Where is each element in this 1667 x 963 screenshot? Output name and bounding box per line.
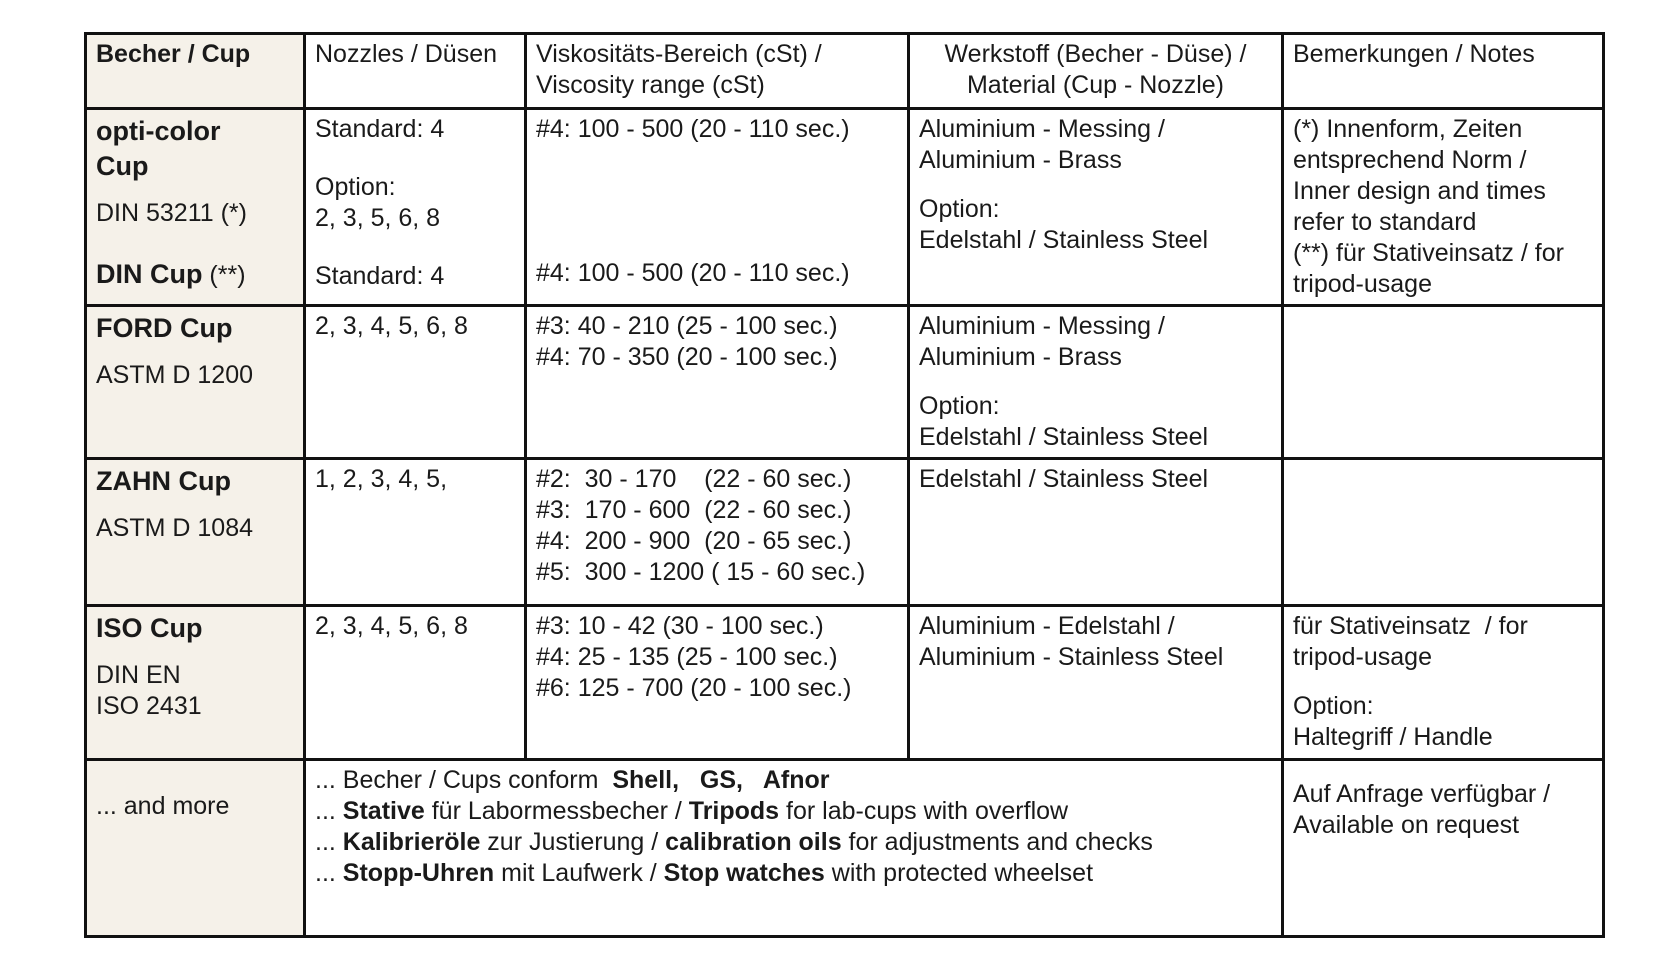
nozzles-cell: Standard: 4 Option: 2, 3, 5, 6, 8 Standard: 4 [305, 109, 526, 306]
cup-name: ISO Cup [96, 613, 203, 643]
row-opti-color [86, 109, 1604, 306]
cup-norm: ISO 2431 [96, 692, 202, 720]
cup-cell-opti-color [86, 109, 305, 306]
material-cell: Aluminium - Messing / Aluminium - Brass Option: Edelstahl / Stainless Steel [909, 306, 1283, 459]
cup-norm: DIN EN [96, 661, 181, 689]
cup-name: ZAHN Cup [96, 466, 231, 496]
cup-norm: ASTM D 1200 [96, 361, 254, 389]
cup-cell-iso [86, 606, 305, 760]
cup-name: Cup [96, 151, 149, 181]
cup-cell-more: ... and more [86, 760, 305, 937]
cup-cell-zahn [86, 459, 305, 606]
cup-cell-ford [86, 306, 305, 459]
notes-cell: Auf Anfrage verfügbar / Available on request [1283, 760, 1604, 937]
viscosity-cell: #4: 100 - 500 (20 - 110 sec.) #4: 100 - 500 (20 - 110 sec.) [526, 109, 909, 306]
cup-norm: ASTM D 1084 [96, 514, 254, 542]
header-row [86, 34, 1604, 109]
row-iso [86, 606, 1604, 760]
header-cup: Becher / Cup [86, 34, 305, 109]
cup-name: opti-color [96, 116, 221, 146]
row-more [86, 760, 1604, 937]
header-viscosity: Viskositäts-Bereich (cSt) / Viscosity range (cSt) [526, 34, 909, 109]
header-nozzles: Nozzles / Düsen [305, 34, 526, 109]
material-cell: Edelstahl / Stainless Steel [909, 459, 1283, 606]
viscosity-cell: #3: 10 - 42 (30 - 100 sec.) #4: 25 - 135 (25 - 100 sec.) #6: 125 - 700 (20 - 100 sec.) [526, 606, 909, 760]
cup-norm: DIN 53211 (*) [96, 199, 247, 227]
header-notes: Bemerkungen / Notes [1283, 34, 1604, 109]
viscosity-cell: #2: 30 - 170 (22 - 60 sec.) #3: 170 - 600 (22 - 60 sec.) #4: 200 - 900 (20 - 65 sec.) #5: 300 - 1200 ( 15 - 60 sec.) [526, 459, 909, 606]
notes-cell: (*) Innenform, Zeiten entsprechend Norm / Inner design and times refer to standard (**) für Stativeinsatz / for tripod-usage [1283, 109, 1604, 306]
material-cell: Aluminium - Messing / Aluminium - Brass Option: Edelstahl / Stainless Steel [909, 109, 1283, 306]
row-ford [86, 306, 1604, 459]
cup-name: FORD Cup [96, 313, 233, 343]
row-zahn [86, 459, 1604, 606]
more-accessories-cell: ... Becher / Cups conform Shell, GS, Afnor ... Stative für Labormessbecher / Tripods for lab-cups with overflow ... Kalibrieröle zur Justierung / calibration oils for adjustments and checks ... Stopp-Uhren mit Laufwerk / Stop watches with protected wheelset [305, 760, 1283, 937]
din-cup-label: DIN Cup (**) [96, 259, 246, 289]
cup-spec-table [84, 32, 1605, 938]
notes-cell [1283, 459, 1604, 606]
nozzles-cell: 2, 3, 4, 5, 6, 8 [305, 606, 526, 760]
viscosity-cell: #3: 40 - 210 (25 - 100 sec.) #4: 70 - 350 (20 - 100 sec.) [526, 306, 909, 459]
nozzles-cell: 1, 2, 3, 4, 5, [305, 459, 526, 606]
header-material: Werkstoff (Becher - Düse) / Material (Cup - Nozzle) [909, 34, 1283, 109]
notes-cell [1283, 306, 1604, 459]
material-cell: Aluminium - Edelstahl / Aluminium - Stainless Steel [909, 606, 1283, 760]
notes-cell: für Stativeinsatz / for tripod-usage Option: Haltegriff / Handle [1283, 606, 1604, 760]
nozzles-cell: 2, 3, 4, 5, 6, 8 [305, 306, 526, 459]
